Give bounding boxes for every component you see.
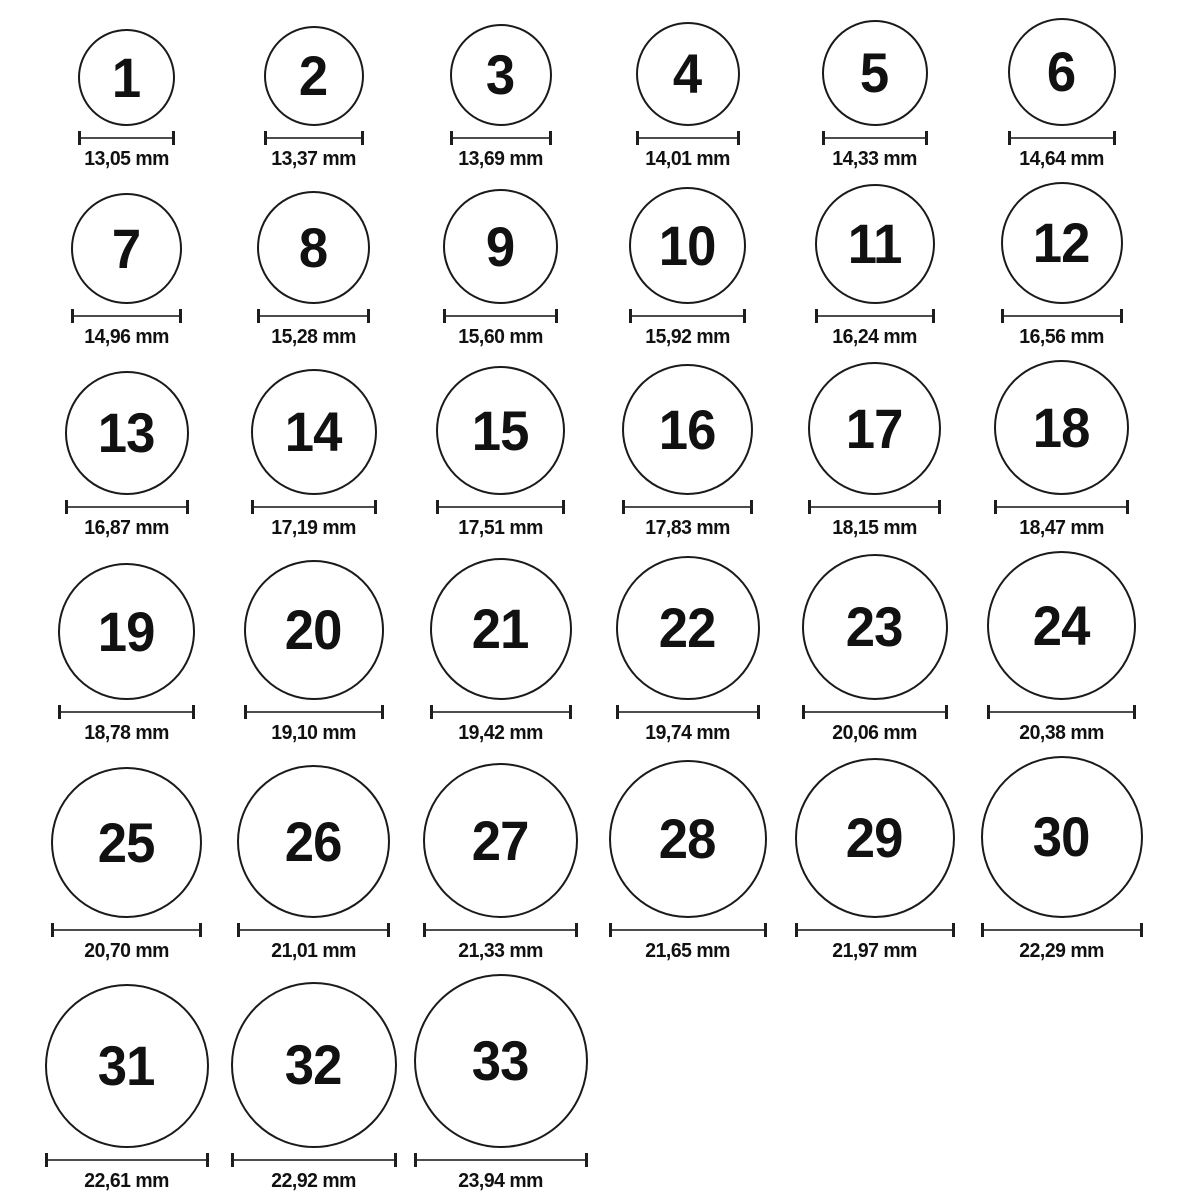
ring-size-item <box>33 193 220 348</box>
ring-size-number: 17 <box>846 396 903 460</box>
ring-size-number: 16 <box>659 397 716 461</box>
ring-size-number: 5 <box>860 41 889 104</box>
ring-circle <box>430 558 572 700</box>
diameter-measure-line <box>822 131 928 145</box>
ring-circle <box>414 974 588 1148</box>
chart-row <box>33 360 1200 539</box>
chart-row <box>33 182 1200 348</box>
ring-size-number: 31 <box>98 1034 155 1097</box>
ring-size-number: 26 <box>285 809 342 873</box>
ring-size-number: 19 <box>98 599 155 663</box>
ring-size-item <box>594 364 781 539</box>
diameter-label: 19,42 mm <box>458 722 543 744</box>
ring-circle <box>981 756 1143 918</box>
ring-size-item <box>220 191 407 348</box>
ring-circle <box>1008 18 1116 126</box>
ring-size-number: 23 <box>846 595 903 658</box>
ring-size-item <box>220 369 407 539</box>
ring-size-item <box>407 558 594 744</box>
ring-size-item <box>220 982 407 1192</box>
diameter-label: 14,96 mm <box>84 326 169 348</box>
ring-size-number: 18 <box>1033 395 1090 459</box>
diameter-measure-line <box>450 131 552 145</box>
ring-size-number: 25 <box>98 810 155 874</box>
diameter-measure-line <box>622 500 753 514</box>
ring-circle <box>45 984 209 1148</box>
ring-size-item <box>968 18 1155 170</box>
ring-size-number: 24 <box>1033 593 1090 657</box>
diameter-label: 20,70 mm <box>84 940 169 962</box>
ring-size-number: 13 <box>98 401 155 464</box>
ring-size-item <box>968 756 1155 962</box>
ring-size-number: 29 <box>846 806 903 869</box>
diameter-measure-line <box>58 705 195 719</box>
ring-size-item <box>220 26 407 170</box>
ring-size-item <box>407 366 594 539</box>
ring-size-number: 1 <box>112 45 141 109</box>
ring-size-number: 22 <box>659 596 716 659</box>
ring-size-number: 14 <box>285 400 342 463</box>
ring-size-item <box>781 184 968 348</box>
ring-size-item <box>220 560 407 744</box>
diameter-label: 20,38 mm <box>1019 722 1104 744</box>
diameter-label: 22,61 mm <box>84 1170 169 1192</box>
diameter-label: 13,05 mm <box>84 148 169 170</box>
ring-circle <box>815 184 935 304</box>
ring-size-item <box>594 760 781 962</box>
ring-size-number: 28 <box>659 807 716 870</box>
diameter-measure-line <box>45 1153 209 1167</box>
diameter-measure-line <box>1001 309 1123 323</box>
ring-circle <box>443 189 558 304</box>
ring-circle <box>450 24 552 126</box>
ring-size-number: 15 <box>472 398 529 462</box>
ring-size-item <box>781 20 968 170</box>
diameter-label: 22,29 mm <box>1019 940 1104 962</box>
diameter-measure-line <box>994 500 1129 514</box>
ring-circle <box>244 560 384 700</box>
ring-circle <box>257 191 370 304</box>
ring-size-item <box>968 182 1155 348</box>
ring-size-item <box>968 551 1155 744</box>
ring-size-item <box>33 767 220 962</box>
diameter-measure-line <box>629 309 746 323</box>
diameter-label: 14,33 mm <box>832 148 917 170</box>
diameter-measure-line <box>616 705 760 719</box>
diameter-label: 23,94 mm <box>458 1170 543 1192</box>
ring-circle <box>251 369 377 495</box>
diameter-label: 21,33 mm <box>458 940 543 962</box>
diameter-label: 13,37 mm <box>271 148 356 170</box>
ring-circle <box>51 767 202 918</box>
ring-size-number: 4 <box>673 42 702 105</box>
diameter-label: 17,19 mm <box>271 517 356 539</box>
ring-circle <box>629 187 746 304</box>
diameter-label: 13,69 mm <box>458 148 543 170</box>
diameter-label: 16,24 mm <box>832 326 917 348</box>
ring-size-item <box>407 763 594 962</box>
ring-size-item <box>968 360 1155 539</box>
ring-size-item <box>220 765 407 962</box>
ring-size-item <box>407 974 594 1192</box>
ring-size-item <box>781 362 968 539</box>
diameter-measure-line <box>423 923 578 937</box>
ring-size-number: 9 <box>486 214 515 278</box>
ring-size-item <box>781 554 968 744</box>
diameter-label: 15,28 mm <box>271 326 356 348</box>
diameter-measure-line <box>65 500 189 514</box>
diameter-label: 16,87 mm <box>84 517 169 539</box>
diameter-measure-line <box>802 705 948 719</box>
ring-circle <box>436 366 565 495</box>
ring-circle <box>237 765 390 918</box>
ring-circle <box>231 982 397 1148</box>
diameter-measure-line <box>1008 131 1116 145</box>
diameter-measure-line <box>51 923 202 937</box>
diameter-measure-line <box>231 1153 397 1167</box>
ring-size-number: 7 <box>112 216 141 280</box>
ring-circle <box>636 22 740 126</box>
diameter-label: 19,10 mm <box>271 722 356 744</box>
ring-size-number: 6 <box>1047 40 1076 103</box>
ring-size-number: 32 <box>285 1033 342 1096</box>
ring-size-item <box>33 984 220 1192</box>
diameter-measure-line <box>808 500 941 514</box>
ring-size-number: 10 <box>659 213 716 277</box>
ring-size-number: 21 <box>472 597 529 660</box>
ring-size-number: 3 <box>486 43 515 106</box>
diameter-label: 20,06 mm <box>832 722 917 744</box>
diameter-label: 21,97 mm <box>832 940 917 962</box>
ring-size-item <box>33 563 220 744</box>
diameter-measure-line <box>987 705 1136 719</box>
diameter-measure-line <box>443 309 558 323</box>
diameter-label: 21,65 mm <box>645 940 730 962</box>
ring-circle <box>622 364 753 495</box>
diameter-label: 15,92 mm <box>645 326 730 348</box>
ring-size-number: 30 <box>1033 805 1090 868</box>
ring-circle <box>71 193 182 304</box>
ring-size-number: 27 <box>472 808 529 872</box>
chart-rows <box>33 18 1200 1192</box>
ring-circle <box>58 563 195 700</box>
ring-circle <box>802 554 948 700</box>
ring-circle <box>616 556 760 700</box>
diameter-label: 17,83 mm <box>645 517 730 539</box>
diameter-measure-line <box>981 923 1143 937</box>
diameter-label: 18,15 mm <box>832 517 917 539</box>
diameter-measure-line <box>237 923 390 937</box>
chart-row <box>33 756 1200 962</box>
ring-size-number: 20 <box>285 598 342 661</box>
ring-circle <box>264 26 364 126</box>
ring-size-item <box>33 29 220 170</box>
ring-size-item <box>407 24 594 170</box>
diameter-measure-line <box>257 309 370 323</box>
ring-circle <box>994 360 1129 495</box>
chart-row <box>33 18 1200 170</box>
chart-row <box>33 974 1200 1192</box>
ring-size-number: 11 <box>847 212 902 275</box>
diameter-label: 22,92 mm <box>271 1170 356 1192</box>
chart-row <box>33 551 1200 744</box>
diameter-measure-line <box>795 923 955 937</box>
ring-size-item <box>407 189 594 348</box>
diameter-measure-line <box>815 309 935 323</box>
ring-size-number: 2 <box>299 44 328 107</box>
ring-size-number: 12 <box>1033 211 1090 274</box>
ring-circle <box>65 371 189 495</box>
diameter-label: 18,47 mm <box>1019 517 1104 539</box>
diameter-label: 16,56 mm <box>1019 326 1104 348</box>
diameter-measure-line <box>430 705 572 719</box>
diameter-label: 17,51 mm <box>458 517 543 539</box>
ring-size-number: 8 <box>299 215 328 279</box>
diameter-measure-line <box>609 923 767 937</box>
ring-circle <box>423 763 578 918</box>
ring-size-item <box>594 22 781 170</box>
diameter-measure-line <box>264 131 364 145</box>
ring-circle <box>987 551 1136 700</box>
ring-circle <box>609 760 767 918</box>
ring-circle <box>78 29 175 126</box>
ring-circle <box>822 20 928 126</box>
ring-circle <box>1001 182 1123 304</box>
diameter-label: 15,60 mm <box>458 326 543 348</box>
diameter-label: 18,78 mm <box>84 722 169 744</box>
diameter-measure-line <box>78 131 175 145</box>
ring-circle <box>808 362 941 495</box>
diameter-label: 19,74 mm <box>645 722 730 744</box>
ring-size-item <box>781 758 968 962</box>
ring-size-item <box>594 556 781 744</box>
diameter-measure-line <box>414 1153 588 1167</box>
diameter-measure-line <box>636 131 740 145</box>
diameter-label: 14,01 mm <box>645 148 730 170</box>
ring-size-number: 33 <box>472 1029 529 1092</box>
diameter-measure-line <box>251 500 377 514</box>
ring-circle <box>795 758 955 918</box>
diameter-label: 14,64 mm <box>1019 148 1104 170</box>
ring-size-item <box>594 187 781 348</box>
diameter-measure-line <box>71 309 182 323</box>
diameter-measure-line <box>244 705 384 719</box>
ring-size-item <box>33 371 220 539</box>
diameter-label: 21,01 mm <box>271 940 356 962</box>
diameter-measure-line <box>436 500 565 514</box>
